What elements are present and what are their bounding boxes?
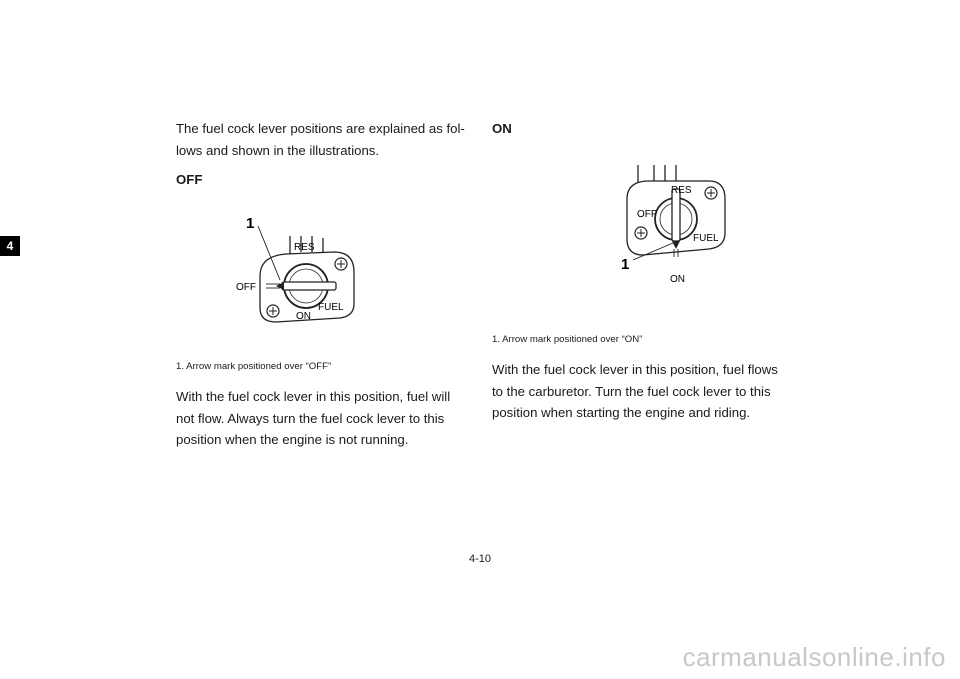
off-label-res: RES bbox=[294, 242, 315, 253]
chapter-tab: 4 bbox=[0, 236, 20, 256]
off-description: With the fuel cock lever in this position, fuel will not flow. Always turn the fuel cock lever to this position when the engine is not running. bbox=[176, 389, 451, 447]
off-figure bbox=[216, 206, 426, 326]
on-label-on: ON bbox=[670, 274, 685, 285]
on-figure bbox=[537, 161, 737, 291]
off-label-off: OFF bbox=[236, 282, 256, 293]
right-column bbox=[492, 118, 782, 424]
on-heading: ON bbox=[492, 121, 512, 136]
off-label-fuel: FUEL bbox=[318, 302, 344, 313]
watermark: carmanualsonline.info bbox=[682, 642, 946, 672]
left-column bbox=[176, 118, 466, 451]
on-label-off: OFF bbox=[637, 209, 657, 220]
off-caption: 1. Arrow mark positioned over “OFF” bbox=[176, 361, 332, 372]
on-caption: 1. Arrow mark positioned over “ON” bbox=[492, 334, 643, 345]
on-label-res: RES bbox=[671, 185, 692, 196]
intro-paragraph: The fuel cock lever positions are explained as fol-lows and shown in the illustrations. bbox=[176, 121, 465, 158]
off-callout-number: 1 bbox=[246, 215, 255, 232]
page-number: 4-10 bbox=[468, 553, 492, 565]
on-callout-number: 1 bbox=[621, 256, 630, 273]
off-label-on: ON bbox=[296, 311, 311, 322]
on-label-fuel: FUEL bbox=[693, 233, 719, 244]
on-description: With the fuel cock lever in this position, fuel flows to the carburetor. Turn the fuel cock lever to this position when starting the engine and riding. bbox=[492, 362, 778, 420]
off-heading: OFF bbox=[176, 172, 203, 187]
